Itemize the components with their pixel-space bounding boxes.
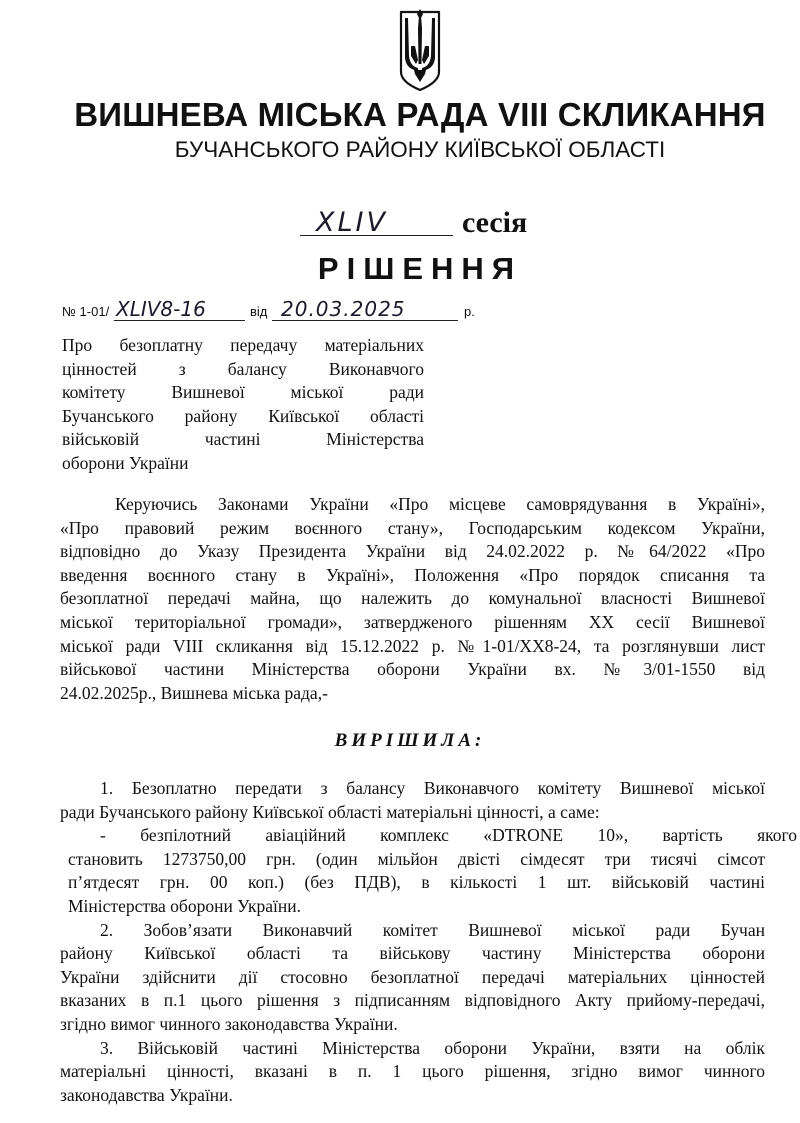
subject-line: цінностей з балансу Виконавчого: [62, 358, 424, 379]
preamble-line: Керуючись Законами України «Про місцеве самоврядування в Україні»,: [115, 494, 765, 514]
item-2-line: вказаних в п.1 цього рішення з підписанням відповідного Акту прийому-передачі,: [60, 990, 765, 1011]
session-number-handwritten: XLIV: [316, 207, 388, 238]
council-name: ВИШНЕВА МІСЬКА РАДА VIII СКЛИКАННЯ: [74, 96, 766, 133]
decision-date-handwritten: 20.03.2025: [281, 297, 406, 321]
preamble-line: відповідно до Указу Президента України від 24.02.2022 р. №64/2022 «Про: [60, 541, 765, 562]
item-1-sub-line: Міністерства оборони України.: [68, 895, 302, 916]
item-2-line: району Київської області та військову частину Міністерства оборони: [60, 943, 765, 964]
subject-line: комітету Вишневої міської ради: [62, 382, 424, 402]
session-blank-line: [300, 235, 453, 236]
item-1-sub-line: п’ятдесят грн. 00 коп.) (без ПДВ), в кількості 1 шт. військовій частині: [68, 872, 765, 893]
item-2-line: згідно вимог чинного законодавства України.: [60, 1013, 398, 1034]
preamble-line: 24.02.2025р., Вишнева міська рада,-: [60, 682, 328, 703]
preamble-line: міської територіальної громади», затвердженого рішенням XX сесії Вишневої: [60, 611, 765, 632]
item-3-line: 3. Військовій частині Міністерства оборони України, взяти на облік: [100, 1037, 765, 1058]
decision-number-prefix: № 1-01/: [62, 304, 110, 319]
session-label: сесія: [462, 206, 528, 239]
subject-line: військовій частині Міністерства: [62, 429, 424, 449]
decision-number-line: [62, 296, 482, 326]
subject-line: Про безоплатну передачу матеріальних: [62, 335, 424, 355]
item-1-line: ради Бучанського району Київської області матеріальні цінності, а саме:: [60, 801, 600, 822]
decision-subject: [62, 334, 424, 475]
item-2-line: України здійснити дії стосовно безоплатної передачі матеріальних цінностей: [60, 966, 765, 987]
preamble-line: безоплатної передачі майна, що належить до комунальної власності Вишневої: [60, 588, 765, 609]
resolved-heading: ВИРІШИЛА:: [334, 730, 486, 751]
item-1-sub-line: - безпілотний авіаційний комплекс «DTRONE 10», вартість якого: [100, 825, 797, 846]
item-3-line: матеріальні цінності, вказані в п. 1 цього рішення, згідно вимог чинного: [60, 1061, 765, 1082]
preamble-line: «Про правовий режим воєнного стану», Господарським кодексом України,: [60, 517, 765, 538]
trident-emblem-icon: [395, 6, 445, 92]
subject-line: Бучанського району Київської області: [62, 405, 424, 426]
item-1-sub-line: становить 1273750,00 грн. (один мільйон двісті сімдесят три тисячі сімсот: [68, 848, 765, 869]
item-1-line: 1. Безоплатно передати з балансу Виконавчого комітету Вишневої міської: [100, 778, 765, 798]
preamble-line: військової частини Міністерства оборони України вх. №3/01-1550 від: [60, 659, 765, 680]
council-region: БУЧАНСЬКОГО РАЙОНУ КИЇВСЬКОЇ ОБЛАСТІ: [174, 137, 666, 162]
preamble-line: введення воєнного стану в Україні», Положення «Про порядок списання та: [60, 564, 765, 585]
item-3-line: законодавства України.: [60, 1084, 233, 1105]
preamble: [60, 493, 765, 705]
preamble-line: міської ради VIII скликання від 15.12.2022 р. №1-01/XX8-24, та розглянувши лист: [60, 635, 765, 656]
decision-number-handwritten: XLIV8-16: [116, 297, 206, 321]
subject-line: оборони України: [62, 452, 189, 473]
date-suffix: р.: [464, 304, 475, 319]
decision-title: РІШЕННЯ: [317, 251, 523, 286]
date-prefix: від: [250, 304, 268, 319]
decision-items: [60, 777, 797, 1107]
item-2-line: 2. Зобов’язати Виконавчий комітет Вишневої міської ради Бучан: [100, 919, 765, 940]
